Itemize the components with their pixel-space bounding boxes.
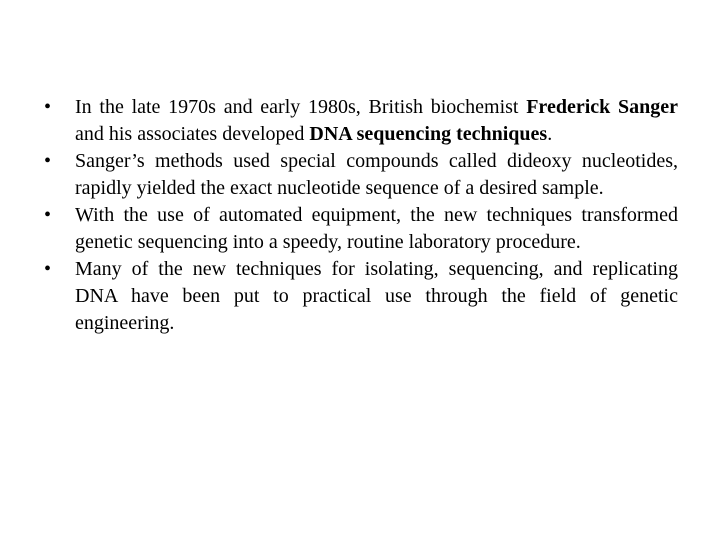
bullet-text-bold: DNA sequencing techniques	[309, 123, 548, 145]
bullet-item	[44, 202, 678, 256]
bullet-text-segment: In the late 1970s and early 1980s, British biochemist	[75, 96, 527, 118]
bullet-item	[44, 94, 678, 148]
bullet-marker: •	[44, 96, 52, 118]
bullet-text-segment: Many of the new techniques for isolating, sequencing, and replicating DNA have been put to practical use through the field of genetic engineering.	[75, 258, 678, 334]
bullet-text-bold: Frederick Sanger	[526, 96, 678, 118]
bullet-marker: •	[44, 150, 52, 172]
bullet-marker: •	[44, 204, 52, 226]
bullet-item	[44, 148, 678, 202]
bullet-list	[44, 94, 678, 337]
bullet-text-segment: and his associates developed	[75, 123, 310, 145]
bullet-text-segment: .	[547, 123, 553, 145]
bullet-item	[44, 256, 678, 337]
bullet-text-segment: Sanger’s methods used special compounds called dideoxy nucleotides, rapidly yielded the exact nucleotide sequence of a desired sample.	[75, 150, 678, 199]
bullet-marker: •	[44, 258, 52, 280]
bullet-text-segment: With the use of automated equipment, the new techniques transformed genetic sequencing into a speedy, routine laboratory procedure.	[75, 204, 678, 253]
